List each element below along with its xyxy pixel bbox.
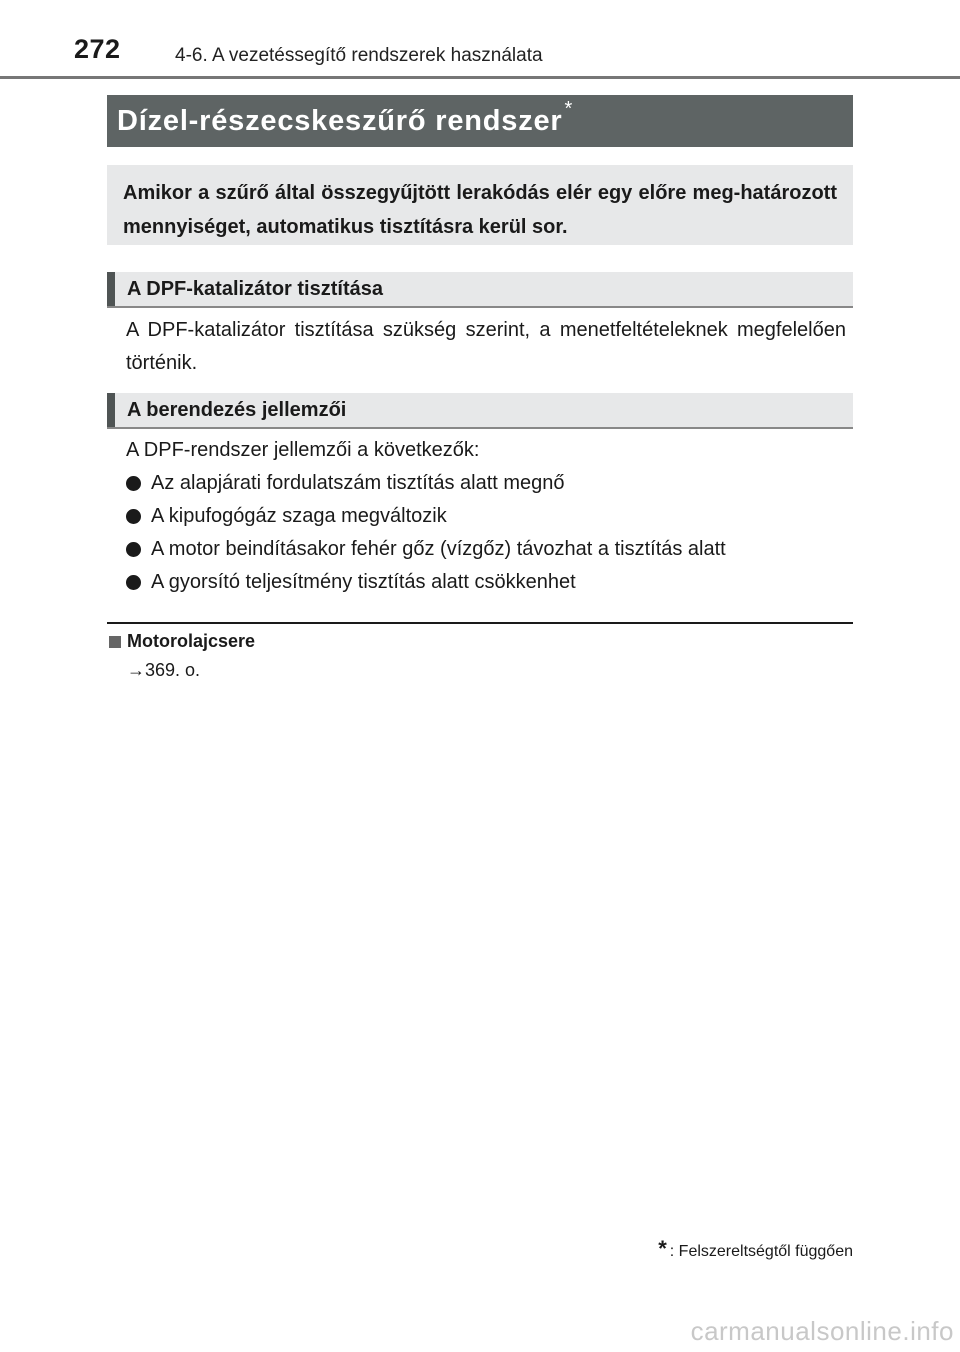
bullet-dot-icon <box>126 509 141 524</box>
dpf-cleaning-paragraph: A DPF-katalizátor tisztítása szükség szerint, a menetfeltételeknek megfelelően történik. <box>126 319 846 374</box>
list-item <box>126 467 846 500</box>
section-divider <box>107 622 853 624</box>
note-title-text: Motorolajcsere <box>127 631 256 651</box>
subheading-accent-bar <box>107 272 115 306</box>
footnote-text: : Felszereltségtől függően <box>669 1243 853 1260</box>
subheading-dpf-cleaning <box>107 272 853 308</box>
note-title <box>109 631 255 652</box>
features-list <box>126 467 846 599</box>
bullet-dot-icon <box>126 575 141 590</box>
bullet-dot-icon <box>126 476 141 491</box>
section-title-bar <box>107 95 853 147</box>
list-item-text: A gyorsító teljesítmény tisztítás alatt csökkenhet <box>151 571 576 593</box>
square-bullet-icon <box>109 636 121 648</box>
subheading-features <box>107 393 853 429</box>
watermark: carmanualsonline.info <box>690 1316 954 1346</box>
list-item <box>126 500 846 533</box>
page-number: 272 <box>74 34 121 64</box>
asterisk-icon: * <box>658 1236 667 1261</box>
list-item-text: Az alapjárati fordulatszám tisztítás alatt megnő <box>151 472 565 494</box>
header-rule <box>0 76 960 79</box>
list-item <box>126 566 846 599</box>
list-item <box>126 533 846 566</box>
running-head: 4-6. A vezetéssegítő rendszerek használata <box>175 45 543 66</box>
features-intro-paragraph: A DPF-rendszer jellemzői a következők: <box>126 439 480 461</box>
title-asterisk: * <box>564 97 573 120</box>
list-item-text: A motor beindításakor fehér gőz (vízgőz) távozhat a tisztítás alatt <box>151 538 726 560</box>
subheading-accent-bar <box>107 393 115 427</box>
page-title: Dízel-részecskeszűrő rendszer <box>117 104 563 137</box>
footnote <box>658 1236 853 1265</box>
subheading-label: A DPF-katalizátor tisztítása <box>127 277 383 300</box>
list-item-text: A kipufogógáz szaga megváltozik <box>151 505 447 527</box>
page-reference-link[interactable]: →369. o. <box>127 660 201 680</box>
intro-box: Amikor a szűrő által összegyűjtött lerakódás elér egy előre meg-határozott mennyiséget, automatikus tisztításra kerül sor. <box>107 165 853 245</box>
bullet-dot-icon <box>126 542 141 557</box>
subheading-label: A berendezés jellemzői <box>127 398 347 421</box>
